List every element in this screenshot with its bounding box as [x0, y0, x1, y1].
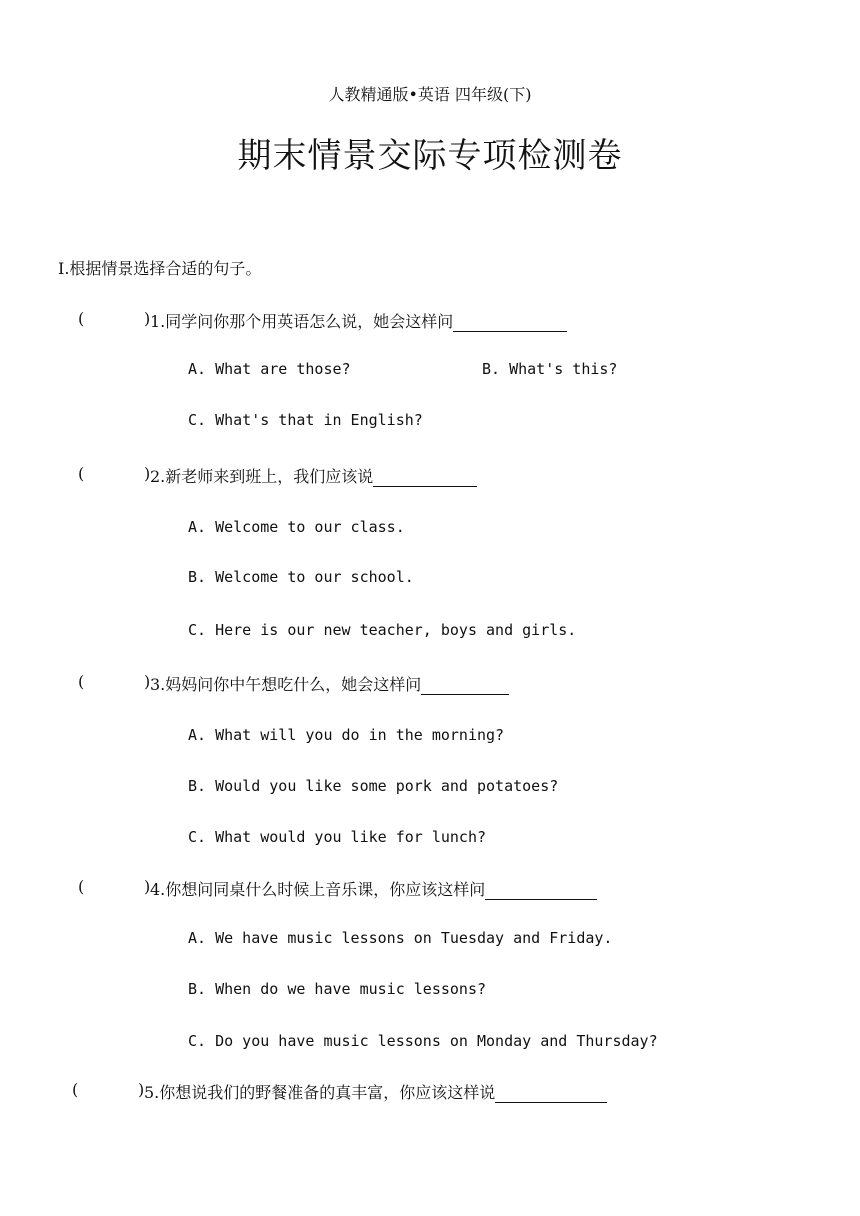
question-prompt: 5.你想说我们的野餐准备的真丰富，你应该这样说 [144, 1083, 496, 1102]
answer-paren-open: ( [78, 464, 85, 483]
option-c: C. Do you have music lessons on Monday and Thursday? [188, 1032, 658, 1050]
option-c: C. Here is our new teacher, boys and girls. [188, 621, 577, 639]
answer-blank[interactable] [495, 1084, 607, 1103]
question-text [150, 309, 567, 332]
question-text [150, 672, 509, 695]
document-subtitle: 人教精通版•英语 四年级(下) [328, 85, 532, 104]
question-prompt: 1.同学问你那个用英语怎么说，她会这样问 [150, 312, 454, 331]
option-b: B. Welcome to our school. [188, 568, 414, 586]
question-text [144, 1080, 607, 1103]
option-c: C. What would you like for lunch? [188, 828, 487, 846]
answer-paren-close: ) [144, 309, 151, 328]
question-text [150, 877, 597, 900]
question-prompt: 4.你想问同桌什么时候上音乐课，你应该这样问 [150, 880, 486, 899]
answer-paren-close: ) [138, 1080, 145, 1099]
option-c: C. What's that in English? [188, 411, 423, 429]
question-prompt: 2.新老师来到班上，我们应该说 [150, 467, 374, 486]
answer-blank[interactable] [421, 676, 509, 695]
question-text [150, 464, 477, 487]
answer-paren-open: ( [72, 1080, 79, 1099]
document-title: 期末情景交际专项检测卷 [237, 136, 623, 176]
option-b: B. Would you like some pork and potatoes? [188, 777, 559, 795]
question-prompt: 3.妈妈问你中午想吃什么，她会这样问 [150, 675, 422, 694]
answer-paren-open: ( [78, 309, 85, 328]
answer-paren-close: ) [144, 877, 151, 896]
section-heading: Ⅰ.根据情景选择合适的句子。 [58, 259, 262, 278]
option-a: A. What are those? [188, 360, 351, 378]
answer-paren-close: ) [144, 464, 151, 483]
option-b: B. What's this? [482, 360, 618, 378]
answer-blank[interactable] [453, 313, 567, 332]
answer-blank[interactable] [373, 468, 477, 487]
option-b: B. When do we have music lessons? [188, 980, 487, 998]
answer-paren-close: ) [144, 672, 151, 691]
option-a: A. What will you do in the morning? [188, 726, 505, 744]
option-a: A. We have music lessons on Tuesday and Friday. [188, 929, 613, 947]
answer-paren-open: ( [78, 877, 85, 896]
option-a: A. Welcome to our class. [188, 518, 405, 536]
answer-paren-open: ( [78, 672, 85, 691]
answer-blank[interactable] [485, 881, 597, 900]
